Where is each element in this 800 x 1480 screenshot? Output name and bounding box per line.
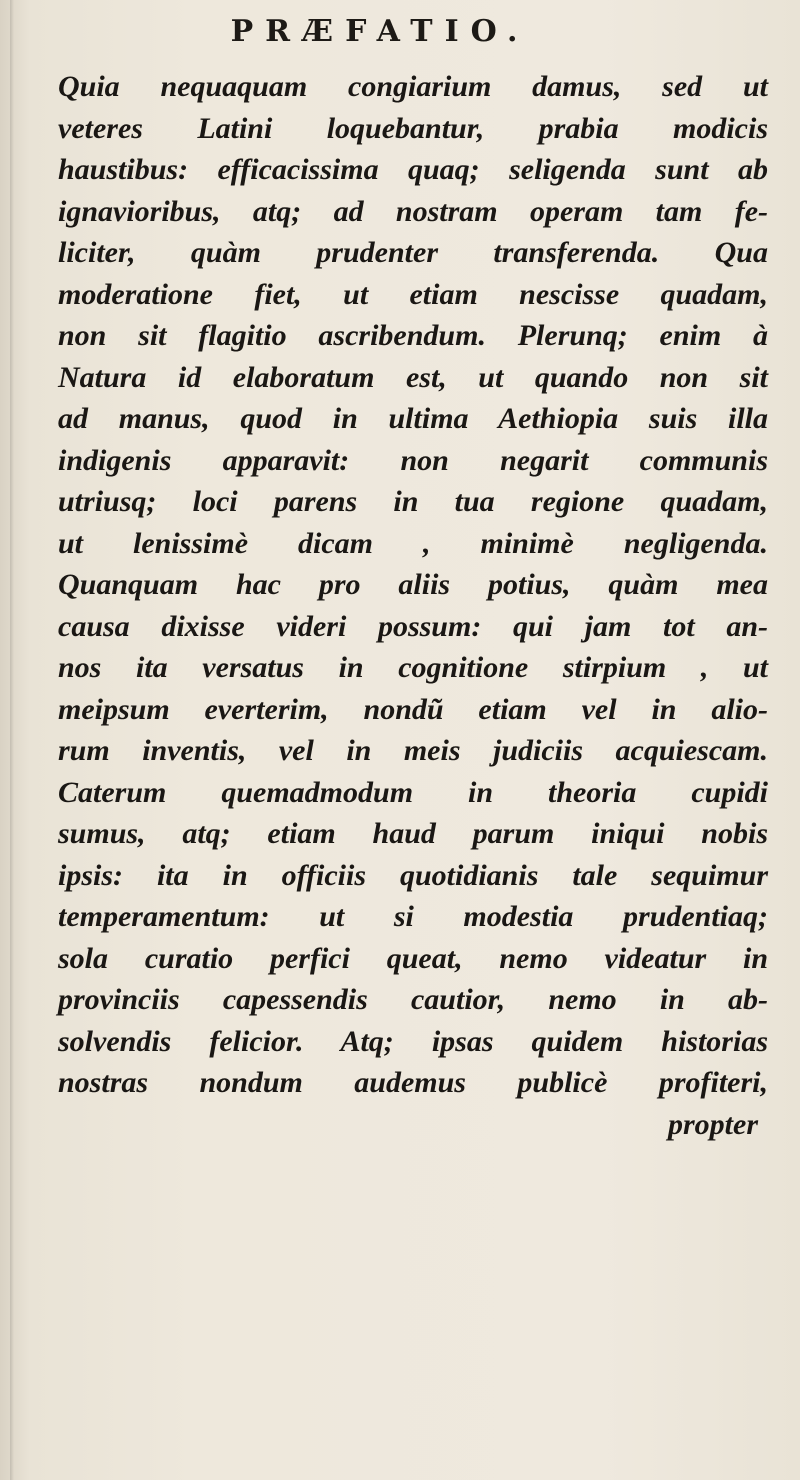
body-text [58,66,768,1145]
text-line: indigenis apparavit: non negarit communis [58,443,768,477]
page-header: PRÆFATIO. [230,14,530,49]
text-line: ut lenissimè dicam , minimè negligenda. [58,526,768,560]
text-line: moderatione fiet, ut etiam nescisse quadam, [58,277,768,311]
text-line: Quanquam hac pro aliis potius, quàm mea [58,568,768,601]
text-line: rum inventis, vel in meis judiciis acquiescam. [58,734,768,767]
text-line: veteres Latini loquebantur, prabia modicis [58,111,768,145]
text-line: nos ita versatus in cognitione stirpium , ut [58,651,768,684]
text-line: haustibus: efficacissima quaq; seligenda sunt ab [58,153,768,186]
text-line: nostras nondum audemus publicè profiteri, [58,1066,768,1099]
text-line: Natura id elaboratum est, ut quando non sit [58,360,768,394]
page-gutter-shadow [10,0,14,1480]
text-line: temperamentum: ut si modestia prudentiaq; [58,900,768,933]
text-line: sola curatio perfici queat, nemo videatur in [58,941,768,975]
text-line: ipsis: ita in officiis quotidianis tale sequimur [58,858,768,892]
text-line: causa dixisse videri possum: qui jam tot an- [58,609,768,643]
text-line: utriusq; loci parens in tua regione quadam, [58,485,768,518]
text-line: liciter, quàm prudenter transferenda. Qua [58,236,768,269]
text-line: Caterum quemadmodum in theoria cupidi [58,775,768,809]
text-line: ad manus, quod in ultima Aethiopia suis illa [58,402,768,435]
text-line: meipsum everterim, nondũ etiam vel in alio- [58,692,768,726]
text-line: Quia nequaquam congiarium damus, sed ut [58,70,768,103]
catchword: propter [668,1107,758,1141]
text-line: solvendis felicior. Atq; ipsas quidem historias [58,1024,768,1058]
text-line: non sit flagitio ascribendum. Plerunq; enim à [58,319,768,352]
text-line: provinciis capessendis cautior, nemo in ab- [58,983,768,1016]
text-line: sumus, atq; etiam haud parum iniqui nobis [58,817,768,850]
text-line: ignavioribus, atq; ad nostram operam tam fe- [58,194,768,228]
